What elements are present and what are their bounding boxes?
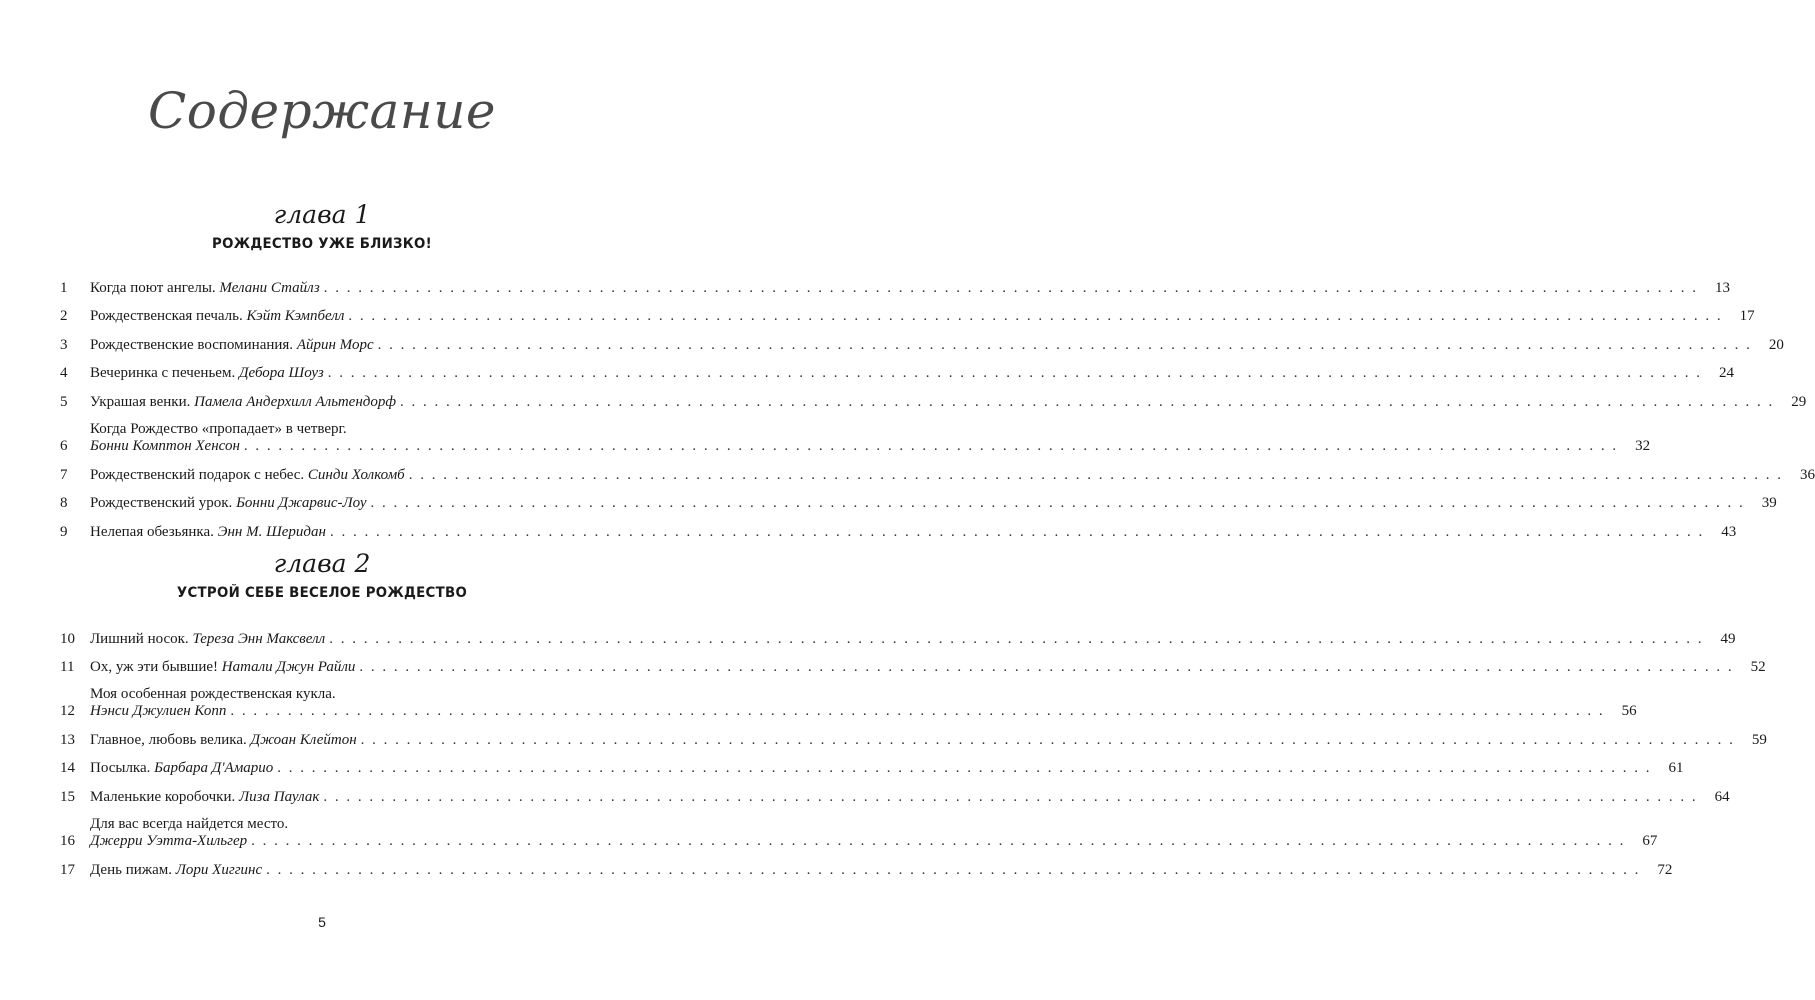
entry-author: Натали Джун Райли xyxy=(221,659,356,676)
toc-entry xyxy=(60,484,1777,513)
entry-title: Ох, уж эти бывшие! xyxy=(90,659,219,676)
entry-page: 39 xyxy=(1761,495,1777,512)
entry-page: 36 xyxy=(1799,466,1815,483)
dot-leader: . . . . . . . . . . . . . . . . . . . . . . . . . . . . . . . . . . . . . . . . . . . . . . . . . . . . . . . . . . . . . . . . . . . . . . . . . . . . . . . . . . . . . . . . . . . . . . . . . . . . . . . . . . . . . . . . . . . . . . . . xyxy=(408,466,1783,483)
entry-author: Бонни Джарвис-Лоу xyxy=(236,495,367,512)
entry-number: 11 xyxy=(60,659,75,676)
page-title: Содержание xyxy=(147,82,497,140)
entry-author: Лиза Паулак xyxy=(239,788,320,805)
entry-page: 17 xyxy=(1739,308,1755,325)
entry-page: 20 xyxy=(1768,336,1784,353)
entry-title: Рождественский урок. xyxy=(90,495,233,512)
entry-title: Рождественские воспоминания. xyxy=(90,336,294,353)
toc-entry xyxy=(60,720,1767,749)
toc-list-chapter-1 xyxy=(60,268,1815,541)
entry-author: Джоан Клейтон xyxy=(250,731,357,748)
entry-number: 7 xyxy=(60,466,68,483)
entry-number: 8 xyxy=(60,495,68,512)
entry-title: Маленькие коробочки. xyxy=(90,788,236,805)
chapter-label: глава 2 xyxy=(273,549,371,578)
entry-page: 67 xyxy=(1642,832,1658,849)
entry-number: 15 xyxy=(60,788,75,805)
entry-number: 4 xyxy=(60,365,68,382)
toc-entry xyxy=(60,777,1730,806)
entry-author: Мелани Стайлз xyxy=(219,279,320,296)
entry-author: Джерри Уэтта-Хильгер xyxy=(90,832,248,849)
entry-title: День пижам. xyxy=(90,861,173,878)
entry-author: Дебора Шоуз xyxy=(238,365,324,382)
entry-number: 14 xyxy=(60,760,75,777)
toc-entry xyxy=(60,354,1734,383)
entry-title: Моя особенная рождественская кукла. xyxy=(90,686,336,703)
dot-leader: . . . . . . . . . . . . . . . . . . . . . . . . . . . . . . . . . . . . . . . . . . . . . . . . . . . . . . . . . . . . . . . . . . . . . . . . . . . . . . . . . . . . . . . . . . . . . . . . . . . . . . . . . . . . . . . . . . . . . . . . xyxy=(329,523,1705,540)
entry-author: Айрин Морс xyxy=(296,336,374,353)
dot-leader: . . . . . . . . . . . . . . . . . . . . . . . . . . . . . . . . . . . . . . . . . . . . . . . . . . . . . . . . . . . . . . . . . . . . . . . . . . . . . . . . . . . . . . . . . . . . . . . . . . . . . . . . . . . . . . . . . . . . . . . . xyxy=(329,630,1704,647)
toc-entry xyxy=(60,297,1755,326)
entry-title: Украшая венки. xyxy=(90,393,191,410)
entry-number: 5 xyxy=(60,393,68,410)
dot-leader: . . . . . . . . . . . . . . . . . . . . . . . . . . . . . . . . . . . . . . . . . . . . . . . . . . . . . . . . . . . . . . . . . . . . . . . . . . . . . . . . . . . . . . . . . . . . . . . . . . . . . . . . . . . . . . . . . . . . . . . . xyxy=(323,279,1698,296)
entry-title: Рождественская печаль. xyxy=(90,308,243,325)
dot-leader: . . . . . . . . . . . . . . . . . . . . . . . . . . . . . . . . . . . . . . . . . . . . . . . . . . . . . . . . . . . . . . . . . . . . . . . . . . . . . . . . . . . . . . . . . . . . . . . . . . . . . . . . . . . . . . . . . . . . . . . . xyxy=(377,336,1752,353)
entry-page: 59 xyxy=(1751,731,1767,748)
toc-entry xyxy=(60,411,1651,455)
dot-leader: . . . . . . . . . . . . . . . . . . . . . . . . . . . . . . . . . . . . . . . . . . . . . . . . . . . . . . . . . . . . . . . . . . . . . . . . . . . . . . . . . . . . . . . . . . . . . . . . . . . . . . . . . . . . . . . . . . . . . . . . xyxy=(251,832,1626,849)
entry-page: 56 xyxy=(1621,703,1637,720)
entry-number: 1 xyxy=(60,279,68,296)
entry-page: 72 xyxy=(1657,861,1673,878)
entry-title: Главное, любовь велика. xyxy=(90,731,247,748)
entry-title: Вечеринка с печеньем. xyxy=(90,365,236,382)
entry-page: 13 xyxy=(1714,279,1730,296)
entry-title: Рождественский подарок с небес. xyxy=(90,466,305,483)
entry-number: 6 xyxy=(60,437,68,454)
dot-leader: . . . . . . . . . . . . . . . . . . . . . . . . . . . . . . . . . . . . . . . . . . . . . . . . . . . . . . . . . . . . . . . . . . . . . . . . . . . . . . . . . . . . . . . . . . . . . . . . . . . . . . . . . . . . . . . . . . . . . . . . xyxy=(243,437,1619,454)
entry-author: Бонни Комптон Хенсон xyxy=(90,437,240,454)
entry-author: Тереза Энн Максвелл xyxy=(192,630,326,647)
entry-author: Нэнси Джулиен Копп xyxy=(90,703,227,720)
dot-leader: . . . . . . . . . . . . . . . . . . . . . . . . . . . . . . . . . . . . . . . . . . . . . . . . . . . . . . . . . . . . . . . . . . . . . . . . . . . . . . . . . . . . . . . . . . . . . . . . . . . . . . . . . . . . . . . . . . . . . . . . xyxy=(323,788,1698,805)
entry-title: Посылка. xyxy=(90,760,151,777)
entry-title: Нелепая обезьянка. xyxy=(90,523,214,540)
entry-author: Барбара Д'Амарио xyxy=(154,760,274,777)
chapter-title: УСТРОЙ СЕБЕ ВЕСЕЛОЕ РОЖДЕСТВО xyxy=(176,585,468,601)
dot-leader: . . . . . . . . . . . . . . . . . . . . . . . . . . . . . . . . . . . . . . . . . . . . . . . . . . . . . . . . . . . . . . . . . . . . . . . . . . . . . . . . . . . . . . . . . . . . . . . . . . . . . . . . . . . . . . . . . . . . . . . . xyxy=(348,308,1723,325)
entry-page: 49 xyxy=(1720,630,1736,647)
toc-entry xyxy=(60,512,1737,541)
chapter-label: глава 1 xyxy=(273,200,371,229)
chapter-1-heading xyxy=(0,200,644,255)
dot-leader: . . . . . . . . . . . . . . . . . . . . . . . . . . . . . . . . . . . . . . . . . . . . . . . . . . . . . . . . . . . . . . . . . . . . . . . . . . . . . . . . . . . . . . . . . . . . . . . . . . . . . . . . . . . . . . . . . . . . . . . . xyxy=(230,703,1605,720)
entry-page: 52 xyxy=(1750,659,1766,676)
toc-entry xyxy=(60,455,1815,484)
entry-number: 17 xyxy=(60,861,75,878)
toc-entry xyxy=(60,648,1766,677)
entry-page: 32 xyxy=(1635,437,1651,454)
chapter-title: РОЖДЕСТВО УЖЕ БЛИЗКО! xyxy=(212,236,432,252)
entry-number: 13 xyxy=(60,731,75,748)
entry-author: Энн М. Шеридан xyxy=(217,523,326,540)
toc-entry xyxy=(60,619,1736,648)
entry-title: Когда Рождество «пропадает» в четверг. xyxy=(90,420,347,437)
entry-page: 24 xyxy=(1718,365,1734,382)
entry-page: 64 xyxy=(1714,788,1730,805)
toc-entry xyxy=(60,749,1684,778)
page-number: 5 xyxy=(318,914,326,930)
entry-number: 12 xyxy=(60,703,75,720)
dot-leader: . . . . . . . . . . . . . . . . . . . . . . . . . . . . . . . . . . . . . . . . . . . . . . . . . . . . . . . . . . . . . . . . . . . . . . . . . . . . . . . . . . . . . . . . . . . . . . . . . . . . . . . . . . . . . . . . . . . . . . . . xyxy=(266,861,1641,878)
toc-entry xyxy=(60,382,1807,411)
entry-number: 9 xyxy=(60,523,68,540)
dot-leader: . . . . . . . . . . . . . . . . . . . . . . . . . . . . . . . . . . . . . . . . . . . . . . . . . . . . . . . . . . . . . . . . . . . . . . . . . . . . . . . . . . . . . . . . . . . . . . . . . . . . . . . . . . . . . . . . . . . . . . . . xyxy=(370,495,1745,512)
entry-number: 3 xyxy=(60,336,68,353)
dot-leader: . . . . . . . . . . . . . . . . . . . . . . . . . . . . . . . . . . . . . . . . . . . . . . . . . . . . . . . . . . . . . . . . . . . . . . . . . . . . . . . . . . . . . . . . . . . . . . . . . . . . . . . . . . . . . . . . . . . . . . . . xyxy=(400,393,1775,410)
dot-leader: . . . . . . . . . . . . . . . . . . . . . . . . . . . . . . . . . . . . . . . . . . . . . . . . . . . . . . . . . . . . . . . . . . . . . . . . . . . . . . . . . . . . . . . . . . . . . . . . . . . . . . . . . . . . . . . . . . . . . . . . xyxy=(359,659,1734,676)
dot-leader: . . . . . . . . . . . . . . . . . . . . . . . . . . . . . . . . . . . . . . . . . . . . . . . . . . . . . . . . . . . . . . . . . . . . . . . . . . . . . . . . . . . . . . . . . . . . . . . . . . . . . . . . . . . . . . . . . . . . . . . . xyxy=(360,731,1735,748)
entry-page: 43 xyxy=(1721,523,1737,540)
toc-entry xyxy=(60,676,1637,720)
toc-entry xyxy=(60,268,1730,297)
entry-author: Кэйт Кэмпбелл xyxy=(246,308,345,325)
entry-author: Лори Хиггинс xyxy=(175,861,263,878)
entry-number: 16 xyxy=(60,832,75,849)
toc-list-chapter-2 xyxy=(60,619,1767,879)
entry-page: 61 xyxy=(1668,760,1684,777)
entry-title: Для вас всегда найдется место. xyxy=(90,815,289,832)
entry-title: Когда поют ангелы. xyxy=(90,279,216,296)
toc-entry xyxy=(60,325,1784,354)
toc-entry xyxy=(60,850,1673,879)
chapter-2-heading xyxy=(0,549,644,604)
entry-title: Лишний носок. xyxy=(90,630,189,647)
dot-leader: . . . . . . . . . . . . . . . . . . . . . . . . . . . . . . . . . . . . . . . . . . . . . . . . . . . . . . . . . . . . . . . . . . . . . . . . . . . . . . . . . . . . . . . . . . . . . . . . . . . . . . . . . . . . . . . . . . . . . . . . xyxy=(277,760,1652,777)
entry-author: Синди Холкомб xyxy=(307,466,405,483)
entry-page: 29 xyxy=(1791,393,1807,410)
entry-number: 2 xyxy=(60,308,68,325)
toc-entry xyxy=(60,806,1658,850)
dot-leader: . . . . . . . . . . . . . . . . . . . . . . . . . . . . . . . . . . . . . . . . . . . . . . . . . . . . . . . . . . . . . . . . . . . . . . . . . . . . . . . . . . . . . . . . . . . . . . . . . . . . . . . . . . . . . . . . . . . . . . . . xyxy=(327,365,1702,382)
entry-number: 10 xyxy=(60,630,75,647)
entry-author: Памела Андерхилл Альтендорф xyxy=(194,393,396,410)
